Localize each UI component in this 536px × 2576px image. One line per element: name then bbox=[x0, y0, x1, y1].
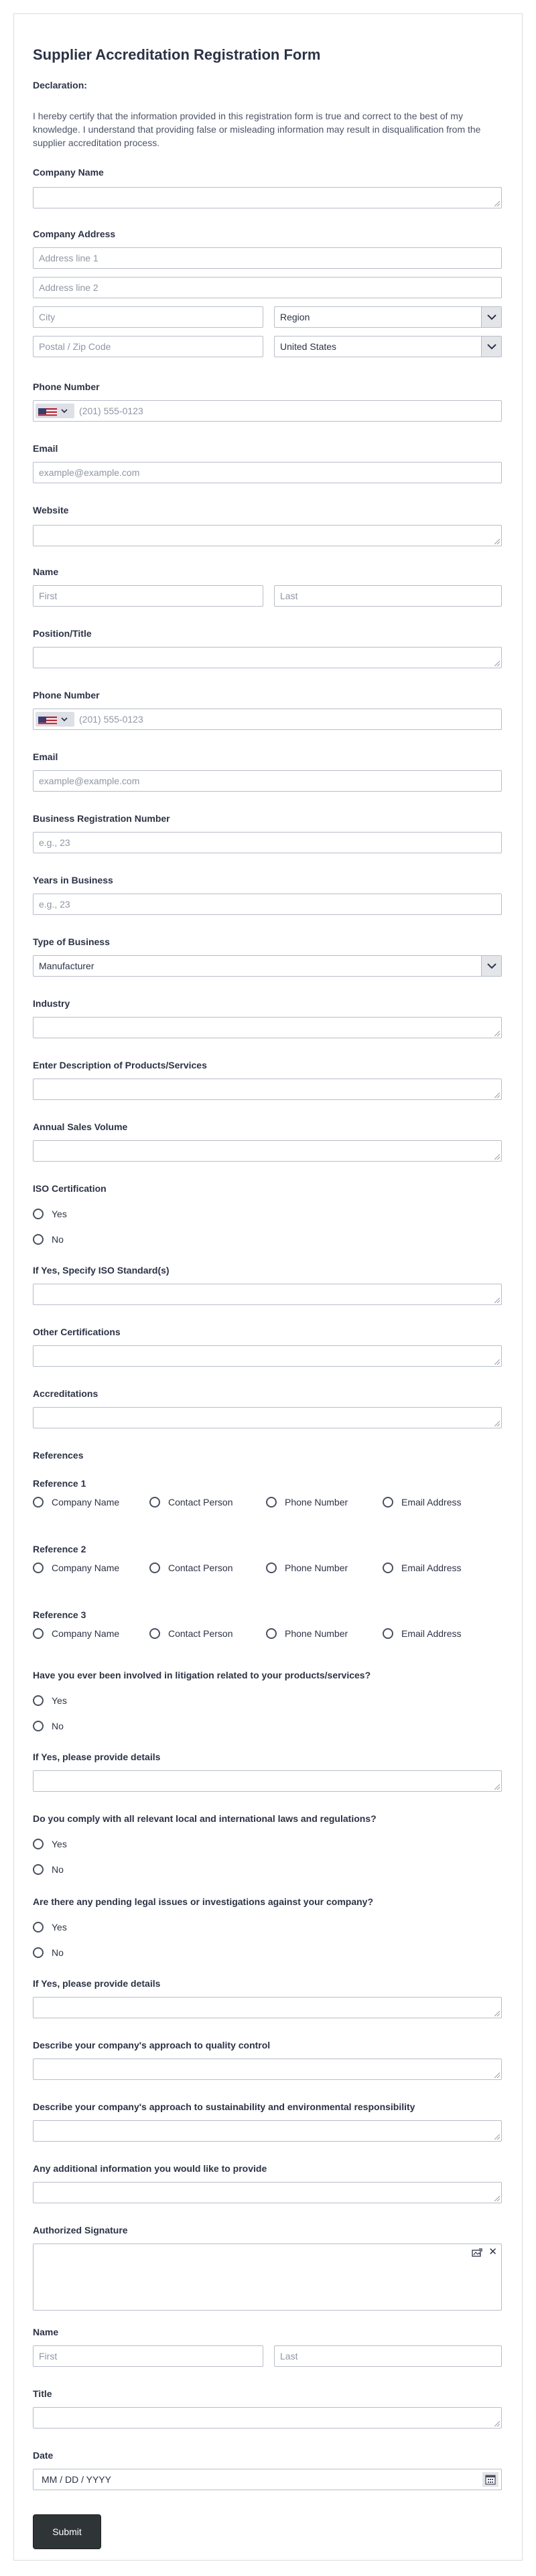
close-icon[interactable]: ✕ bbox=[488, 2246, 497, 2258]
litigation-yes-option[interactable] bbox=[33, 1695, 67, 1706]
reference-1-label: Reference 1 bbox=[33, 1478, 86, 1489]
chevron-down-icon bbox=[481, 956, 501, 976]
comply-question: Do you comply with all relevant local and international laws and regulations? bbox=[33, 1813, 377, 1824]
radio-icon bbox=[33, 1922, 44, 1933]
ref1-contact-option[interactable] bbox=[149, 1497, 233, 1508]
radio-icon bbox=[266, 1562, 277, 1573]
company-phone-placeholder: (201) 555-0123 bbox=[79, 406, 143, 416]
radio-icon bbox=[33, 1209, 44, 1219]
address-line1-input[interactable]: Address line 1 bbox=[33, 247, 502, 269]
option-label: Phone Number bbox=[285, 1497, 348, 1508]
accreditations-label: Accreditations bbox=[33, 1388, 98, 1399]
reference-3-label: Reference 3 bbox=[33, 1609, 86, 1620]
type-select[interactable] bbox=[33, 955, 502, 977]
date-label: Date bbox=[33, 2450, 54, 2461]
contact-phone-label: Phone Number bbox=[33, 690, 100, 700]
date-input[interactable] bbox=[33, 2469, 502, 2490]
option-label: Yes bbox=[52, 1695, 67, 1706]
signer-name-label: Name bbox=[33, 2327, 59, 2337]
signer-last-input[interactable]: Last bbox=[274, 2345, 502, 2367]
company-phone-input[interactable] bbox=[33, 400, 502, 422]
industry-label: Industry bbox=[33, 998, 70, 1009]
ref2-contact-option[interactable] bbox=[149, 1562, 233, 1573]
ref2-phone-option[interactable] bbox=[266, 1562, 348, 1573]
iso-no-label: No bbox=[52, 1234, 64, 1245]
quality-label: Describe your company's approach to quality control bbox=[33, 2040, 271, 2050]
radio-icon bbox=[266, 1628, 277, 1639]
option-label: Contact Person bbox=[168, 1628, 233, 1639]
business-reg-label: Business Registration Number bbox=[33, 813, 170, 824]
option-label: Company Name bbox=[52, 1562, 120, 1573]
company-name-label: Company Name bbox=[33, 167, 104, 178]
radio-icon bbox=[33, 1864, 44, 1875]
us-flag-icon bbox=[38, 714, 57, 725]
comply-yes-option[interactable] bbox=[33, 1839, 67, 1849]
ref3-contact-option[interactable] bbox=[149, 1628, 233, 1639]
country-select[interactable] bbox=[274, 336, 502, 357]
radio-icon bbox=[149, 1562, 160, 1573]
ref3-phone-option[interactable] bbox=[266, 1628, 348, 1639]
pending-details-label: If Yes, please provide details bbox=[33, 1978, 161, 1989]
company-name-input[interactable] bbox=[33, 187, 502, 208]
contact-phone-placeholder: (201) 555-0123 bbox=[79, 714, 143, 725]
additional-input[interactable] bbox=[33, 2182, 502, 2203]
other-cert-input[interactable] bbox=[33, 1345, 502, 1367]
city-input[interactable]: City bbox=[33, 306, 263, 328]
litigation-details-input[interactable] bbox=[33, 1770, 502, 1792]
accreditations-input[interactable] bbox=[33, 1407, 502, 1428]
contact-name-label: Name bbox=[33, 566, 59, 577]
postal-input[interactable]: Postal / Zip Code bbox=[33, 336, 263, 357]
option-label: No bbox=[52, 1947, 64, 1958]
signature-label: Authorized Signature bbox=[33, 2225, 128, 2235]
country-code-dropdown[interactable] bbox=[36, 712, 74, 727]
radio-icon bbox=[33, 1721, 44, 1731]
reference-2-label: Reference 2 bbox=[33, 1544, 86, 1554]
page-title: Supplier Accreditation Registration Form bbox=[33, 46, 321, 63]
radio-icon bbox=[33, 1234, 44, 1245]
company-email-input[interactable]: example@example.com bbox=[33, 462, 502, 483]
signer-title-input[interactable] bbox=[33, 2407, 502, 2429]
years-input[interactable]: e.g., 23 bbox=[33, 894, 502, 915]
radio-icon bbox=[383, 1497, 393, 1508]
industry-input[interactable] bbox=[33, 1017, 502, 1038]
calendar-icon[interactable] bbox=[482, 2472, 498, 2487]
description-input[interactable] bbox=[33, 1079, 502, 1100]
ref1-phone-option[interactable] bbox=[266, 1497, 348, 1508]
chevron-down-icon bbox=[61, 408, 68, 414]
comply-no-option[interactable] bbox=[33, 1864, 64, 1875]
sales-input[interactable] bbox=[33, 1140, 502, 1162]
radio-icon bbox=[383, 1562, 393, 1573]
litigation-no-option[interactable] bbox=[33, 1721, 64, 1731]
quality-input[interactable] bbox=[33, 2059, 502, 2080]
chevron-down-icon bbox=[61, 717, 68, 722]
position-label: Position/Title bbox=[33, 628, 92, 639]
region-value: Region bbox=[280, 312, 310, 322]
date-placeholder: MM / DD / YYYY bbox=[42, 2474, 111, 2485]
contact-first-input[interactable]: First bbox=[33, 585, 263, 607]
additional-label: Any additional information you would like to provide bbox=[33, 2163, 267, 2174]
pending-question: Are there any pending legal issues or investigations against your company? bbox=[33, 1896, 374, 1907]
company-email-label: Email bbox=[33, 443, 58, 454]
sustainability-label: Describe your company's approach to sustainability and environmental responsibility bbox=[33, 2101, 415, 2112]
radio-icon bbox=[33, 1497, 44, 1508]
company-address-label: Company Address bbox=[33, 229, 116, 239]
position-input[interactable] bbox=[33, 647, 502, 668]
radio-icon bbox=[266, 1497, 277, 1508]
country-code-dropdown[interactable] bbox=[36, 404, 74, 418]
radio-icon bbox=[33, 1695, 44, 1706]
option-label: Company Name bbox=[52, 1497, 120, 1508]
option-label: Yes bbox=[52, 1839, 67, 1849]
radio-icon bbox=[33, 1839, 44, 1849]
pending-yes-option[interactable] bbox=[33, 1922, 67, 1933]
radio-icon bbox=[383, 1628, 393, 1639]
option-label: Yes bbox=[52, 1922, 67, 1933]
radio-icon bbox=[33, 1562, 44, 1573]
submit-button[interactable]: Submit bbox=[33, 2514, 101, 2549]
sustainability-input[interactable] bbox=[33, 2120, 502, 2142]
radio-icon bbox=[149, 1497, 160, 1508]
image-upload-icon[interactable] bbox=[472, 2248, 482, 2261]
option-label: Phone Number bbox=[285, 1562, 348, 1573]
ref1-email-option[interactable] bbox=[383, 1497, 461, 1508]
iso-label: ISO Certification bbox=[33, 1183, 107, 1194]
chevron-down-icon bbox=[481, 307, 501, 327]
option-label: Contact Person bbox=[168, 1562, 233, 1573]
other-cert-label: Other Certifications bbox=[33, 1327, 121, 1337]
contact-phone-input[interactable] bbox=[33, 709, 502, 730]
us-flag-icon bbox=[38, 406, 57, 416]
option-label: No bbox=[52, 1721, 64, 1731]
radio-icon bbox=[33, 1628, 44, 1639]
pending-details-input[interactable] bbox=[33, 1997, 502, 2018]
litigation-question: Have you ever been involved in litigation related to your products/services? bbox=[33, 1670, 371, 1680]
form-card bbox=[13, 13, 523, 2561]
description-label: Enter Description of Products/Services bbox=[33, 1060, 207, 1070]
iso-yes-option[interactable] bbox=[33, 1209, 67, 1219]
ref2-email-option[interactable] bbox=[383, 1562, 461, 1573]
radio-icon bbox=[33, 1947, 44, 1958]
ref1-company-option[interactable] bbox=[33, 1497, 119, 1508]
type-label: Type of Business bbox=[33, 936, 110, 947]
ref3-company-option[interactable] bbox=[33, 1628, 119, 1639]
ref3-email-option[interactable] bbox=[383, 1628, 461, 1639]
signer-title-label: Title bbox=[33, 2388, 52, 2399]
years-label: Years in Business bbox=[33, 875, 113, 885]
website-input[interactable] bbox=[33, 525, 502, 546]
business-reg-input[interactable]: e.g., 23 bbox=[33, 832, 502, 853]
pending-no-option[interactable] bbox=[33, 1947, 64, 1958]
sales-label: Annual Sales Volume bbox=[33, 1121, 128, 1132]
option-label: Email Address bbox=[401, 1562, 462, 1573]
declaration-label: Declaration: bbox=[33, 80, 87, 90]
option-label: Company Name bbox=[52, 1628, 120, 1639]
country-value: United States bbox=[280, 341, 337, 352]
region-select[interactable] bbox=[274, 306, 502, 328]
declaration-text: I hereby certify that the information provided in this registration form is true and correct to the best of my knowledge. I understand that providing false or misleading information may result in disqualification from the supplier accreditation process. bbox=[33, 111, 481, 148]
address-line2-input[interactable]: Address line 2 bbox=[33, 277, 502, 298]
option-label: Email Address bbox=[401, 1628, 462, 1639]
option-label: Phone Number bbox=[285, 1628, 348, 1639]
iso-yes-label: Yes bbox=[52, 1209, 67, 1219]
signature-pad[interactable] bbox=[33, 2244, 502, 2311]
contact-last-input[interactable]: Last bbox=[274, 585, 502, 607]
litigation-details-label: If Yes, please provide details bbox=[33, 1752, 161, 1762]
contact-email-input[interactable]: example@example.com bbox=[33, 770, 502, 792]
signer-first-input[interactable]: First bbox=[33, 2345, 263, 2367]
company-phone-label: Phone Number bbox=[33, 381, 100, 392]
radio-icon bbox=[149, 1628, 160, 1639]
option-label: No bbox=[52, 1864, 64, 1875]
option-label: Contact Person bbox=[168, 1497, 233, 1508]
website-label: Website bbox=[33, 505, 69, 515]
option-label: Email Address bbox=[401, 1497, 462, 1508]
references-heading: References bbox=[33, 1450, 84, 1461]
ref2-company-option[interactable] bbox=[33, 1562, 119, 1573]
chevron-down-icon bbox=[481, 336, 501, 357]
iso-specify-input[interactable] bbox=[33, 1284, 502, 1305]
iso-specify-label: If Yes, Specify ISO Standard(s) bbox=[33, 1265, 170, 1276]
type-value: Manufacturer bbox=[39, 961, 94, 971]
contact-email-label: Email bbox=[33, 751, 58, 762]
iso-no-option[interactable] bbox=[33, 1234, 64, 1245]
